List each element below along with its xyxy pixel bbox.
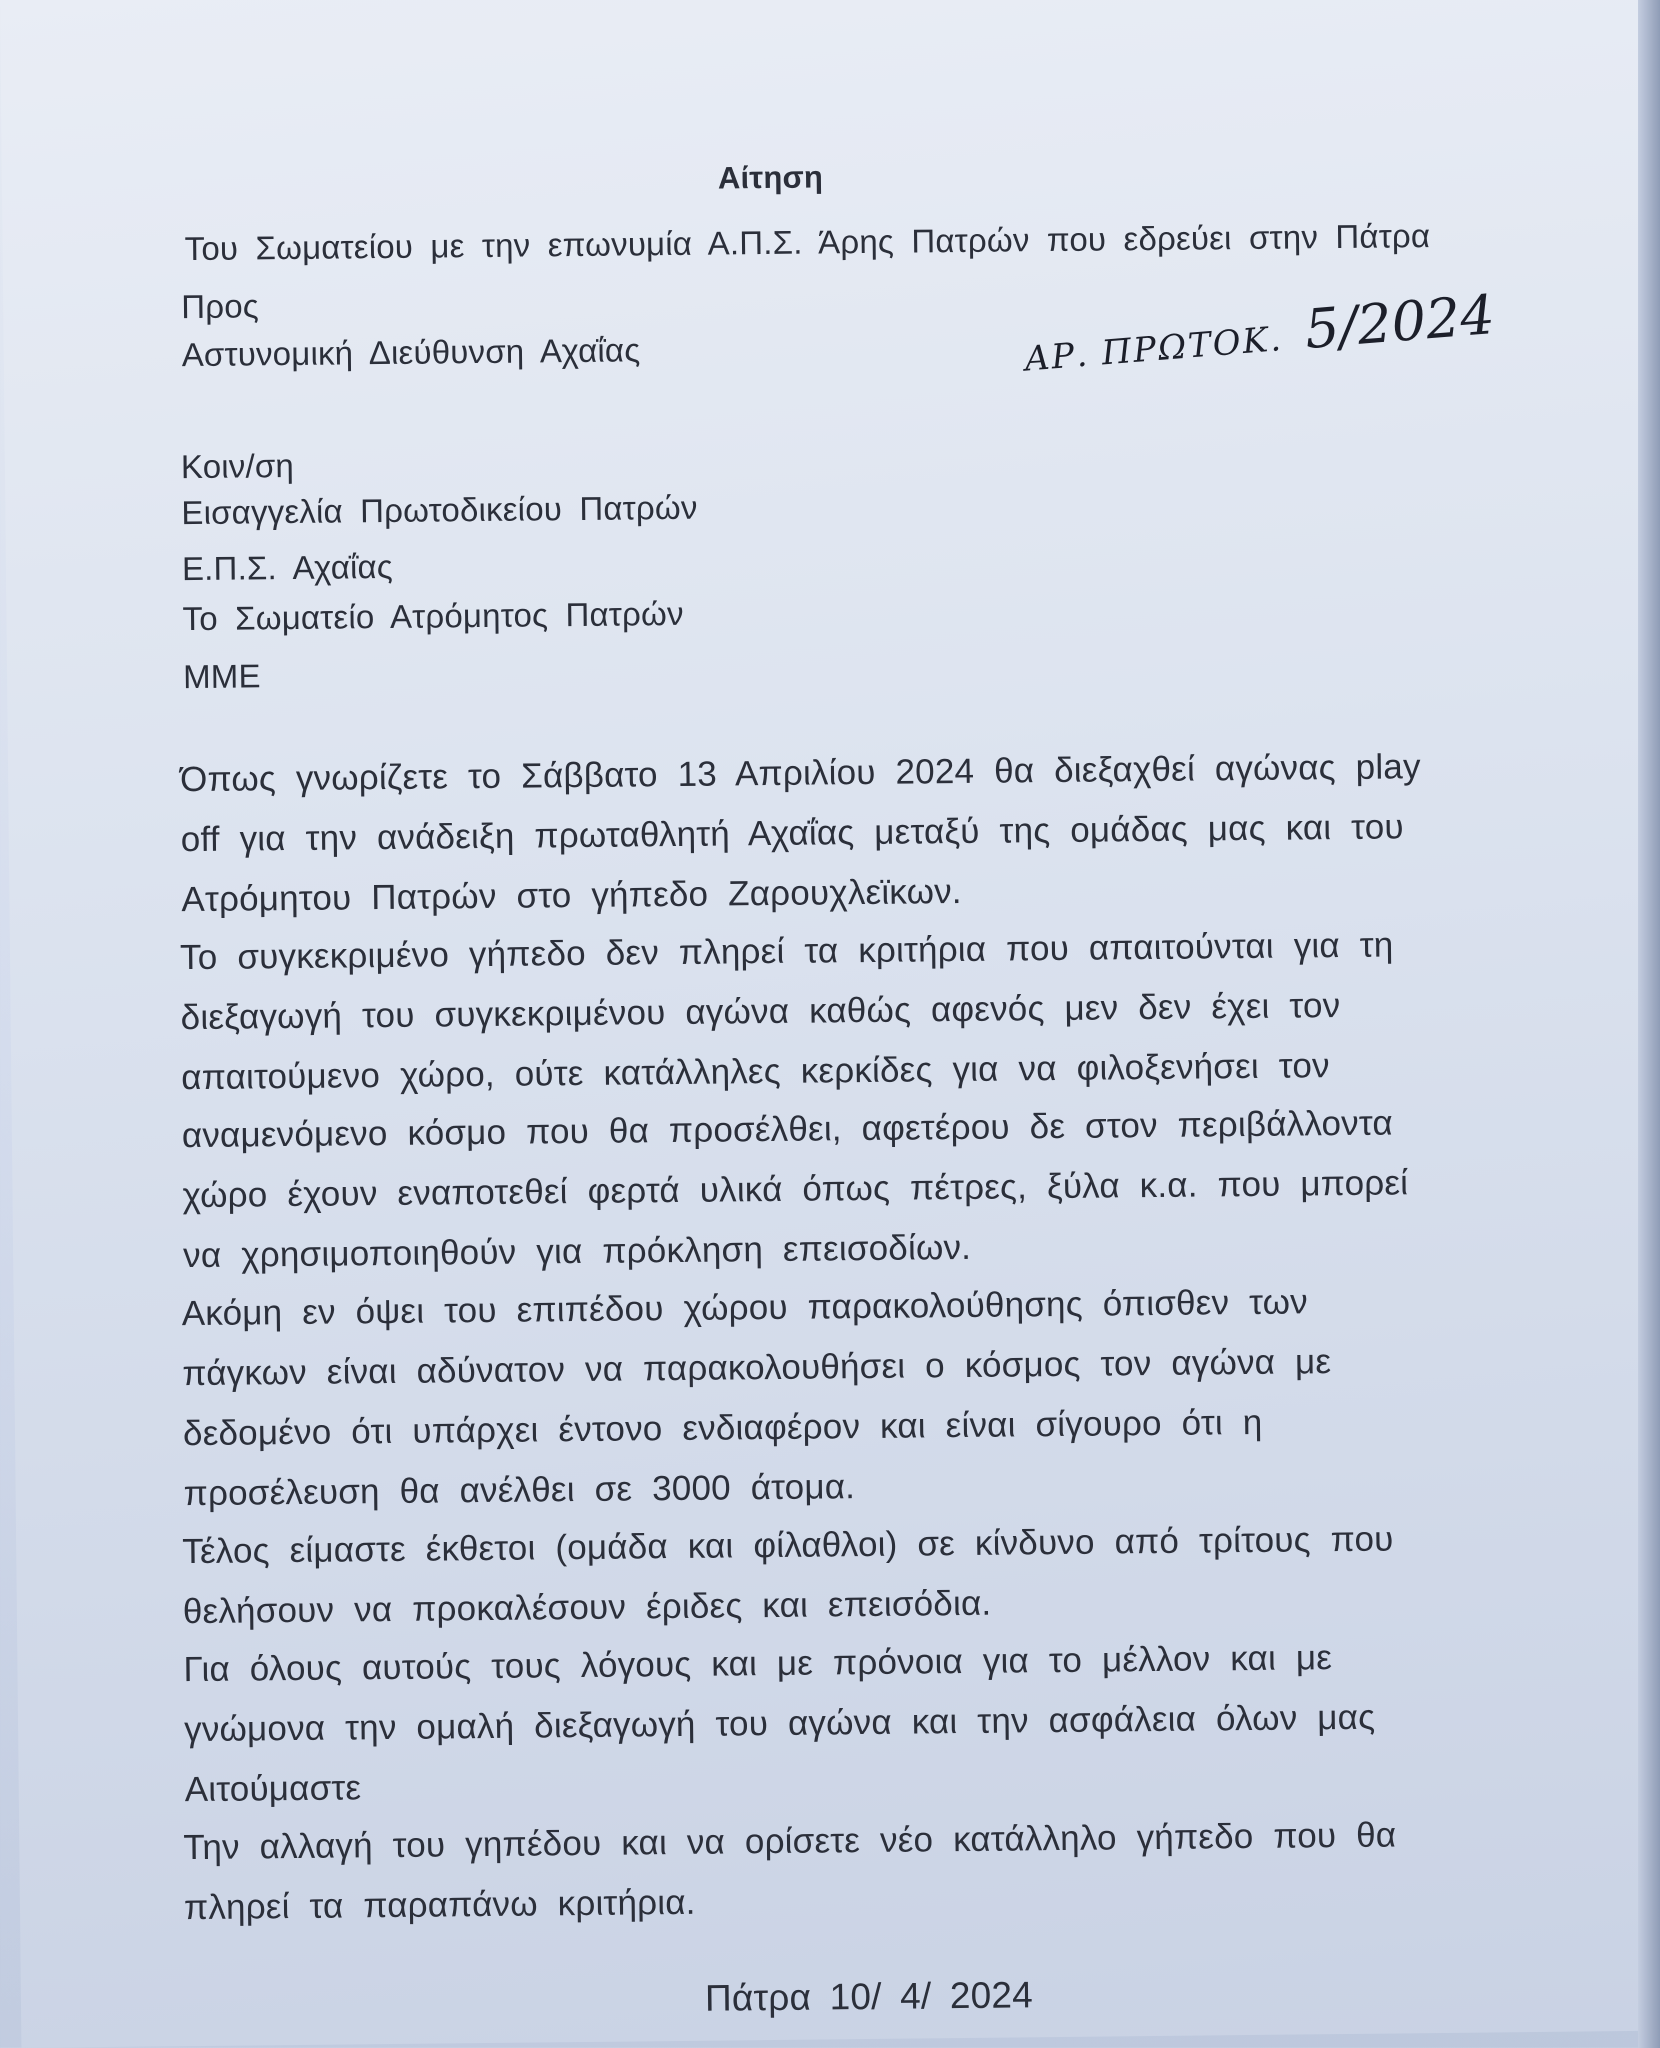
body-line: γνώμονα την ομαλή διεξαγωγή του αγώνα και την ασφάλεια όλων μας [183,1697,1376,1750]
body-line: πάγκων είναι αδύνατον να παρακολουθήσει ο κόσμος τον αγώνα με [182,1342,1332,1394]
cc-recipient: Το Σωματείο Ατρόμητος Πατρών [182,594,684,638]
paper-edge [1638,0,1660,2048]
body-line: δεδομένο ότι υπάρχει έντονο ενδιαφέρον και είναι σίγουρο ότι η [182,1402,1263,1454]
cc-recipient: ΜΜΕ [182,657,261,696]
body-line: Το συγκεκριμένο γήπεδο δεν πληρεί τα κριτήρια που απαιτούνται για τη [179,925,1394,978]
protocol-label: ΑΡ. ΠΡΩΤΟΚ. [1023,319,1285,380]
sender-line: Του Σωματείου με την επωνυμία Α.Π.Σ. Άρης Πατρών που εδρεύει στην Πάτρα [184,217,1431,268]
body-line: Τέλος είμαστε έκθετοι (ομάδα και φίλαθλοι) σε κίνδυνο από τρίτους που [182,1519,1394,1572]
cc-recipient: Ε.Π.Σ. Αχαΐας [181,547,394,588]
body-line: Για όλους αυτούς τους λόγους και με πρόνοια για το μέλλον και με [183,1638,1333,1690]
cc-label: Κοιν/ση [180,446,295,486]
body-line: πληρεί τα παραπάνω κριτήρια. [183,1882,696,1928]
body-line: προσέλευση θα ανέλθει σε 3000 άτομα. [183,1467,856,1514]
body-line: off για την ανάδειξη πρωταθλητή Αχαΐας μεταξύ της ομάδας μας και του [180,807,1404,860]
body-line: απαιτούμενο χώρο, ούτε κατάλληλες κερκίδες για να φιλοξενήσει τον [181,1046,1330,1098]
to-label: Προς [181,287,260,326]
body-line: Την αλλαγή του γηπέδου και να ορίσετε νέο κατάλληλο γήπεδο που θα [183,1815,1397,1868]
letter-title: Αίτηση [717,159,824,196]
body-line: χώρο έχουν εναποτεθεί φερτά υλικά όπως πέτρες, ξύλα κ.α. που μπορεί [182,1163,1409,1216]
body-line: Ατρόμητου Πατρών στο γήπεδο Ζαρουχλεϊκων. [181,871,962,920]
body-line: Όπως γνωρίζετε το Σάββατο 13 Απριλίου 2024 θα διεξαχθεί αγώνας play [179,747,1421,800]
body-line: θελήσουν να προκαλέσουν έριδες και επεισόδια. [182,1583,992,1632]
body-line: αναμενόμενο κόσμο που θα προσέλθει, αφετέρου δε στον περιβάλλοντα [181,1103,1394,1156]
protocol-number: 5/2024 [1302,283,1497,362]
body-line: διεξαγωγή του συγκεκριμένου αγώνα καθώς αφενός μεν δεν έχει τον [180,986,1341,1038]
body-line: Ακόμη εν όψει του επιπέδου χώρου παρακολούθησης όπισθεν των [181,1282,1309,1334]
protocol-number-stamp [1022,283,1497,384]
body-line: να χρησιμοποιηθούν για πρόκληση επεισοδίων. [182,1227,972,1276]
cc-recipient: Εισαγγελία Πρωτοδικείου Πατρών [181,488,698,532]
to-recipient: Αστυνομική Διεύθυνση Αχαΐας [181,331,641,374]
date-line: Πάτρα 10/ 4/ 2024 [704,1974,1034,2019]
body-line: Αιτούμαστε [184,1768,362,1810]
